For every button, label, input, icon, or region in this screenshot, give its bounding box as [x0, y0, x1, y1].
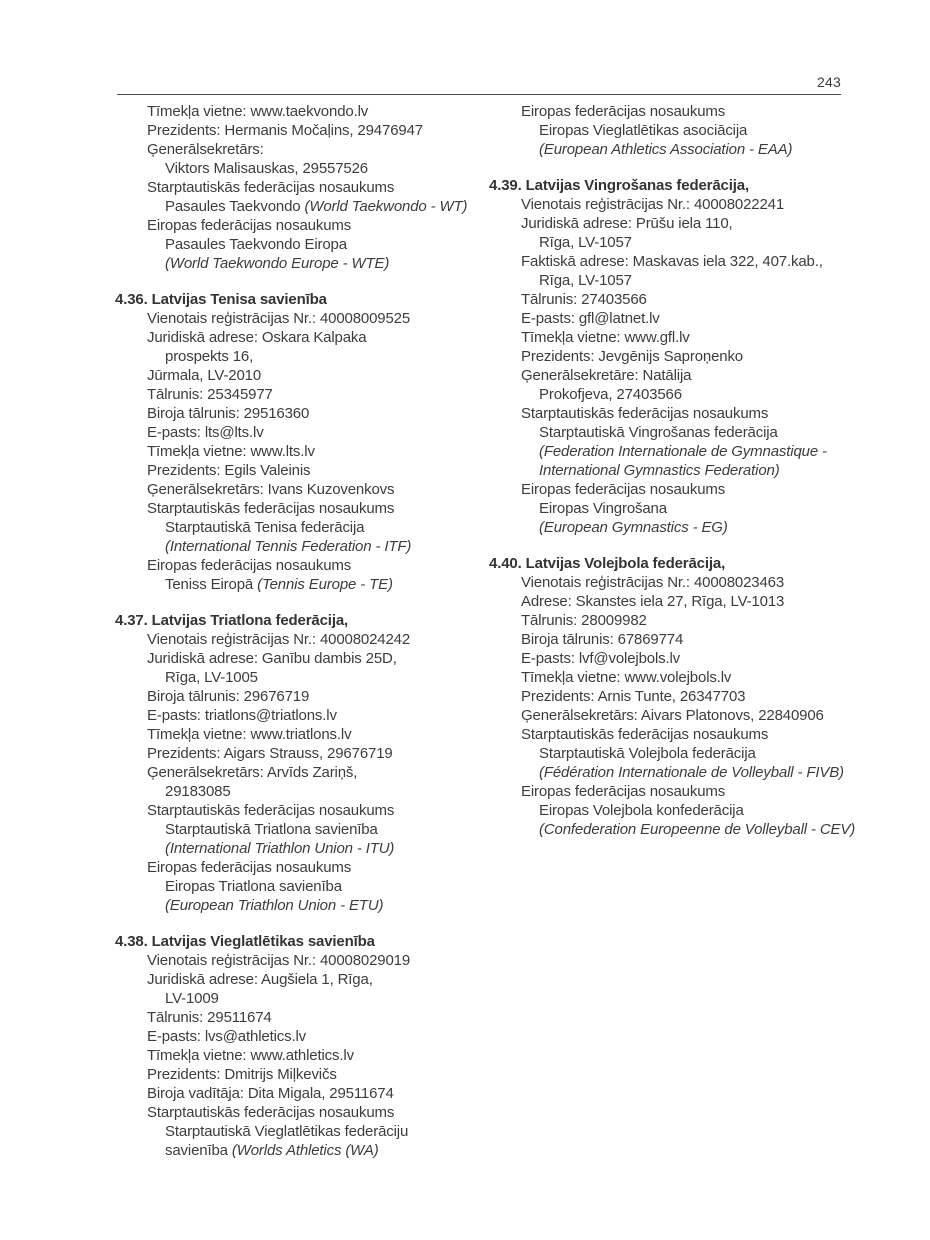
text-line: [521, 290, 889, 309]
text-line: [521, 480, 889, 499]
section-heading: 4.37. Latvijas Triatlona federācija,: [115, 612, 349, 629]
text-line: [165, 537, 495, 556]
regular-text: Vienotais reģistrācijas Nr.: 40008029019: [147, 952, 411, 969]
text-line: [147, 556, 495, 575]
right-column: [489, 102, 889, 839]
text-line: [147, 121, 495, 140]
federation-section: [489, 102, 889, 159]
italic-text: (European Athletics Association - EAA): [539, 141, 793, 158]
page-number: 243: [817, 74, 841, 90]
regular-text: Rīga, LV-1057: [539, 234, 632, 251]
regular-text: Tīmekļa vietne: www.gfl.lv: [521, 329, 690, 346]
text-line: [147, 1065, 495, 1084]
text-line: [147, 630, 495, 649]
regular-text: Eiropas Vingrošana: [539, 500, 667, 517]
federation-section: [115, 102, 495, 273]
regular-text: Prezidents: Jevgēnijs Saproņenko: [521, 348, 744, 365]
text-line: [521, 347, 889, 366]
regular-text: LV-1009: [165, 990, 219, 1007]
text-line: [539, 442, 889, 461]
text-line: [147, 1046, 495, 1065]
text-line: [147, 442, 495, 461]
text-line: [147, 385, 495, 404]
regular-text: Starptautiskā Tenisa federācija: [165, 519, 365, 536]
regular-text: E-pasts: lts@lts.lv: [147, 424, 264, 441]
federation-section: [115, 932, 495, 1160]
text-line: [147, 461, 495, 480]
text-line: [165, 1122, 495, 1141]
regular-text: Starptautiskās federācijas nosaukums: [147, 1104, 395, 1121]
text-line: [521, 102, 889, 121]
text-line: [165, 159, 495, 178]
regular-text: Starptautiskās federācijas nosaukums: [521, 726, 769, 743]
regular-text: Eiropas federācijas nosaukums: [147, 859, 352, 876]
regular-text: Tālrunis: 28009982: [521, 612, 647, 629]
regular-text: Prezidents: Arnis Tunte, 26347703: [521, 688, 746, 705]
text-line: [165, 896, 495, 915]
regular-text: E-pasts: triatlons@triatlons.lv: [147, 707, 337, 724]
text-line: [165, 235, 495, 254]
text-line: [521, 725, 889, 744]
text-line: [147, 706, 495, 725]
text-line: [539, 461, 889, 480]
text-line: [539, 744, 889, 763]
regular-text: Rīga, LV-1057: [539, 272, 632, 289]
regular-text: Prezidents: Hermanis Močaļins, 29476947: [147, 122, 423, 139]
regular-text: Juridiskā adrese: Augšiela 1, Rīga,: [147, 971, 373, 988]
text-line: [147, 1027, 495, 1046]
regular-text: Jūrmala, LV-2010: [147, 367, 262, 384]
regular-text: Viktors Malisauskas, 29557526: [165, 160, 368, 177]
regular-text: Vienotais reģistrācijas Nr.: 40008024242: [147, 631, 411, 648]
text-line: [147, 178, 495, 197]
regular-text: E-pasts: gfl@latnet.lv: [521, 310, 660, 327]
regular-text: Tālrunis: 29511674: [147, 1009, 272, 1026]
regular-text: Ģenerālsekretārs: Aivars Platonovs, 22840906: [521, 707, 824, 724]
regular-text: prospekts 16,: [165, 348, 254, 365]
regular-text: Tīmekļa vietne: www.athletics.lv: [147, 1047, 354, 1064]
text-line: [147, 309, 495, 328]
header-rule: [117, 94, 841, 95]
regular-text: Biroja tālrunis: 29516360: [147, 405, 310, 422]
regular-text: Tīmekļa vietne: www.taekvondo.lv: [147, 103, 369, 120]
regular-text: Juridiskā adrese: Ganību dambis 25D,: [147, 650, 397, 667]
text-line: [521, 195, 889, 214]
regular-text: Biroja tālrunis: 29676719: [147, 688, 310, 705]
text-line: [147, 404, 495, 423]
text-line: [521, 687, 889, 706]
section-heading: 4.40. Latvijas Volejbola federācija,: [489, 555, 726, 572]
text-line: [165, 820, 495, 839]
text-line: [165, 1141, 495, 1160]
regular-text: Starptautiskās federācijas nosaukums: [147, 179, 395, 196]
text-line: [521, 668, 889, 687]
regular-text: savienība: [165, 1142, 232, 1159]
text-line: [165, 877, 495, 896]
text-line: [147, 725, 495, 744]
regular-text: Eiropas federācijas nosaukums: [521, 783, 726, 800]
regular-text: Prezidents: Aigars Strauss, 29676719: [147, 745, 393, 762]
text-line: [147, 744, 495, 763]
text-line: [521, 706, 889, 725]
italic-text: (International Triathlon Union - ITU): [165, 840, 395, 857]
text-line: [147, 1103, 495, 1122]
italic-text: (World Taekwondo - WT): [304, 198, 468, 215]
regular-text: Vienotais reģistrācijas Nr.: 40008009525: [147, 310, 411, 327]
regular-text: Vienotais reģistrācijas Nr.: 40008023463: [521, 574, 785, 591]
italic-text: (Worlds Athletics (WA): [231, 1142, 379, 1159]
text-line: [165, 518, 495, 537]
regular-text: Starptautiskā Vieglatlētikas federāciju: [165, 1123, 409, 1140]
section-heading: 4.39. Latvijas Vingrošanas federācija,: [489, 177, 749, 194]
regular-text: Vienotais reģistrācijas Nr.: 40008022241: [521, 196, 785, 213]
regular-text: Ģenerālsekretāre: Natālija: [521, 367, 692, 384]
text-line: [165, 347, 495, 366]
italic-text: (European Triathlon Union - ETU): [165, 897, 384, 914]
regular-text: Eiropas Triatlona savienība: [165, 878, 342, 895]
italic-text: (Confederation Europeenne de Volleyball - CEV): [539, 821, 856, 838]
regular-text: Pasaules Taekvondo Eiropa: [165, 236, 347, 253]
italic-text: (Federation Internationale de Gymnastique -: [539, 443, 827, 460]
regular-text: Starptautiskās federācijas nosaukums: [147, 802, 395, 819]
text-line: [147, 763, 495, 782]
regular-text: Eiropas federācijas nosaukums: [521, 103, 726, 120]
text-line: [147, 649, 495, 668]
text-line: [147, 951, 495, 970]
text-line: [165, 668, 495, 687]
regular-text: Ģenerālsekretārs: Ivans Kuzovenkovs: [147, 481, 395, 498]
text-line: [521, 252, 889, 271]
text-line: [539, 423, 889, 442]
italic-text: (European Gymnastics - EG): [539, 519, 728, 536]
italic-text: (International Tennis Federation - ITF): [165, 538, 412, 555]
federation-section: [115, 611, 495, 915]
regular-text: Biroja vadītāja: Dita Migala, 29511674: [147, 1085, 394, 1102]
regular-text: E-pasts: lvf@volejbols.lv: [521, 650, 681, 667]
text-line: [165, 989, 495, 1008]
regular-text: Tīmekļa vietne: www.lts.lv: [147, 443, 315, 460]
text-line: [147, 423, 495, 442]
text-line: [521, 404, 889, 423]
text-line: [147, 801, 495, 820]
text-line: [165, 839, 495, 858]
regular-text: Adrese: Skanstes iela 27, Rīga, LV-1013: [521, 593, 785, 610]
regular-text: Biroja tālrunis: 67869774: [521, 631, 684, 648]
regular-text: Eiropas federācijas nosaukums: [147, 217, 352, 234]
left-column: [115, 102, 495, 1160]
regular-text: Pasaules Taekvondo: [165, 198, 305, 215]
text-line: [521, 611, 889, 630]
federation-section: [489, 176, 889, 537]
regular-text: Rīga, LV-1005: [165, 669, 258, 686]
text-line: [147, 480, 495, 499]
text-line: [147, 858, 495, 877]
text-line: [521, 782, 889, 801]
text-line: [165, 197, 495, 216]
text-line: [539, 121, 889, 140]
regular-text: E-pasts: lvs@athletics.lv: [147, 1028, 307, 1045]
text-line: [147, 1008, 495, 1027]
text-line: [147, 970, 495, 989]
regular-text: Starptautiskā Triatlona savienība: [165, 821, 378, 838]
text-line: [539, 271, 889, 290]
regular-text: Tālrunis: 25345977: [147, 386, 273, 403]
text-line: [165, 254, 495, 273]
regular-text: Tālrunis: 27403566: [521, 291, 647, 308]
text-line: [147, 499, 495, 518]
regular-text: Teniss Eiropā: [165, 576, 258, 593]
text-line: [521, 309, 889, 328]
text-line: [521, 649, 889, 668]
regular-text: 29183085: [165, 783, 231, 800]
text-line: [521, 328, 889, 347]
regular-text: Prezidents: Dmitrijs Miļkevičs: [147, 1066, 337, 1083]
federation-section: [489, 554, 889, 839]
text-line: [521, 592, 889, 611]
text-line: [147, 366, 495, 385]
text-line: [147, 687, 495, 706]
regular-text: Faktiskā adrese: Maskavas iela 322, 407.kab.,: [521, 253, 823, 270]
text-line: [521, 573, 889, 592]
text-line: [539, 499, 889, 518]
regular-text: Prokofjeva, 27403566: [539, 386, 682, 403]
regular-text: Eiropas federācijas nosaukums: [521, 481, 726, 498]
italic-text: (World Taekwondo Europe - WTE): [165, 255, 390, 272]
text-line: [521, 630, 889, 649]
regular-text: Juridiskā adrese: Oskara Kalpaka: [147, 329, 367, 346]
regular-text: Tīmekļa vietne: www.volejbols.lv: [521, 669, 732, 686]
regular-text: Starptautiskā Vingrošanas federācija: [539, 424, 778, 441]
section-heading: 4.36. Latvijas Tenisa savienība: [115, 291, 327, 308]
text-line: [147, 328, 495, 347]
text-line: [539, 820, 889, 839]
text-line: [539, 763, 889, 782]
text-line: [147, 1084, 495, 1103]
federation-section: [115, 290, 495, 594]
regular-text: Starptautiskās federācijas nosaukums: [147, 500, 395, 517]
italic-text: International Gymnastics Federation): [539, 462, 780, 479]
regular-text: Eiropas Volejbola konfederācija: [539, 802, 744, 819]
regular-text: Ģenerālsekretārs:: [147, 141, 264, 158]
regular-text: Eiropas federācijas nosaukums: [147, 557, 352, 574]
text-line: [539, 233, 889, 252]
regular-text: Starptautiskās federācijas nosaukums: [521, 405, 769, 422]
italic-text: (Fédération Internationale de Volleyball - FIVB): [539, 764, 844, 781]
text-line: [165, 575, 495, 594]
text-line: [539, 385, 889, 404]
regular-text: Ģenerālsekretārs: Arvīds Zariņš,: [147, 764, 358, 781]
regular-text: Juridiskā adrese: Prūšu iela 110,: [521, 215, 733, 232]
text-line: [539, 801, 889, 820]
text-line: [521, 214, 889, 233]
text-line: [539, 518, 889, 537]
text-line: [147, 216, 495, 235]
regular-text: Starptautiskā Volejbola federācija: [539, 745, 756, 762]
regular-text: Tīmekļa vietne: www.triatlons.lv: [147, 726, 352, 743]
regular-text: Prezidents: Egils Valeinis: [147, 462, 311, 479]
italic-text: (Tennis Europe - TE): [257, 576, 393, 593]
regular-text: Eiropas Vieglatlētikas asociācija: [539, 122, 748, 139]
text-line: [521, 366, 889, 385]
text-line: [539, 140, 889, 159]
section-heading: 4.38. Latvijas Vieglatlētikas savienība: [115, 933, 375, 950]
text-line: [147, 102, 495, 121]
text-line: [147, 140, 495, 159]
text-line: [165, 782, 495, 801]
